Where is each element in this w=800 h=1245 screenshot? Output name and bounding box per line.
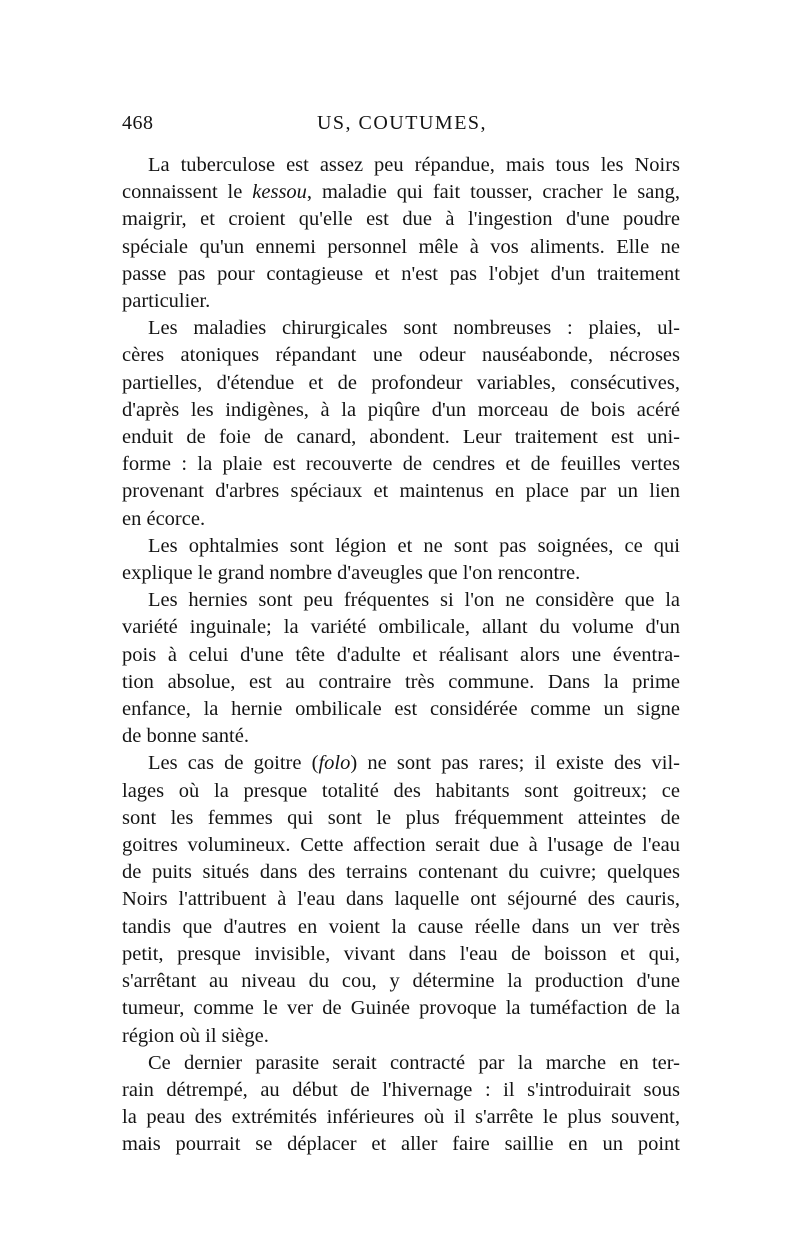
text-segment: , maladie qui fait tousser, cracher le sang,	[306, 181, 680, 204]
text-line	[122, 995, 680, 1022]
page-number: 468	[122, 112, 154, 134]
text-segment: enfance, la hernie ombilicale est considérée comme un signe	[122, 698, 680, 721]
text-segment: sont les femmes qui sont le plus fréquemment atteintes de	[122, 806, 680, 829]
text-line	[122, 424, 680, 451]
text-line	[122, 886, 680, 913]
text-line	[122, 587, 680, 614]
text-line	[122, 1050, 680, 1077]
paragraph	[122, 315, 680, 533]
text-line	[122, 1104, 680, 1131]
running-head: US, COUTUMES,	[316, 112, 488, 134]
text-segment: cères atoniques répandant une odeur nauséabonde, nécroses	[122, 344, 680, 367]
text-line	[122, 1077, 680, 1104]
text-line	[122, 614, 680, 641]
text-line	[122, 533, 680, 560]
text-segment: enduit de foie de canard, abondent. Leur traitement est uni-	[122, 426, 680, 449]
text-line	[122, 805, 680, 832]
text-segment: Les cas de goitre (	[148, 752, 319, 775]
text-segment: connaissent le	[122, 181, 253, 204]
text-line	[122, 288, 680, 315]
text-line	[122, 234, 680, 261]
text-line	[122, 397, 680, 424]
text-segment: tandis que d'autres en voient la cause réelle dans un ver très	[122, 915, 680, 938]
text-line	[122, 152, 680, 179]
text-line	[122, 750, 680, 777]
paragraph	[122, 533, 680, 587]
text-segment: lages où la presque totalité des habitants sont goitreux; ce	[122, 779, 680, 802]
text-line	[122, 560, 680, 587]
text-line	[122, 315, 680, 342]
text-segment: La tuberculose est assez peu répandue, mais tous les Noirs	[148, 154, 680, 176]
text-line	[122, 778, 680, 805]
text-segment: explique le grand nombre d'aveugles que l'on rencontre.	[122, 562, 581, 585]
text-segment: Noirs l'attribuent à l'eau dans laquelle ont séjourné des cauris,	[122, 888, 680, 911]
text-segment: mais pourrait se déplacer et aller faire saillie en un point	[122, 1133, 680, 1156]
text-line	[122, 642, 680, 669]
text-line	[122, 696, 680, 723]
text-line	[122, 941, 680, 968]
text-segment: Ce dernier parasite serait contracté par la marche en ter-	[148, 1051, 680, 1074]
text-segment: s'arrêtant au niveau du cou, y détermine la production d'une	[122, 970, 680, 993]
text-segment: Les maladies chirurgicales sont nombreuses : plaies, ul-	[148, 317, 680, 340]
text-segment: Les hernies sont peu fréquentes si l'on ne considère que la	[148, 589, 680, 612]
paragraph	[122, 152, 680, 315]
text-segment: partielles, d'étendue et de profondeur variables, consécutives,	[122, 371, 680, 394]
text-segment: tumeur, comme le ver de Guinée provoque la tuméfaction de la	[122, 997, 680, 1020]
text-segment: tion absolue, est au contraire très commune. Dans la prime	[122, 670, 680, 693]
text-segment: petit, presque invisible, vivant dans l'eau de boisson et qui,	[122, 942, 680, 965]
text-segment: en écorce.	[122, 507, 206, 530]
text-segment: d'après les indigènes, à la piqûre d'un morceau de bois acéré	[122, 398, 680, 421]
text-line	[122, 370, 680, 397]
text-line	[122, 1131, 680, 1158]
paragraph	[122, 750, 680, 1049]
body-text	[122, 152, 680, 1159]
text-line	[122, 968, 680, 995]
text-segment: forme : la plaie est recouverte de cendres et de feuilles vertes	[122, 453, 680, 476]
text-segment: variété inguinale; la variété ombilicale, allant du volume d'un	[122, 616, 680, 639]
text-line	[122, 859, 680, 886]
text-segment: provenant d'arbres spéciaux et maintenus en place par un lien	[122, 480, 680, 503]
text-segment: particulier.	[122, 290, 211, 313]
text-segment: région où il siège.	[122, 1024, 269, 1047]
paragraph	[122, 1050, 680, 1159]
text-line	[122, 478, 680, 505]
text-segment: passe pas pour contagieuse et n'est pas l'objet d'un traitement	[122, 262, 680, 285]
text-segment: la peau des extrémités inférieures où il s'arrête le plus souvent,	[122, 1106, 680, 1129]
text-segment: Les ophtalmies sont légion et ne sont pas soignées, ce qui	[148, 534, 680, 557]
text-line	[122, 914, 680, 941]
text-segment: maigrir, et croient qu'elle est due à l'ingestion d'une poudre	[122, 208, 680, 231]
text-segment: de bonne santé.	[122, 725, 249, 748]
text-line	[122, 261, 680, 288]
text-line	[122, 506, 680, 533]
text-line	[122, 723, 680, 750]
text-line	[122, 206, 680, 233]
text-segment: ) ne sont pas rares; il existe des vil-	[350, 752, 680, 775]
text-segment: pois à celui d'une tête d'adulte et réalisant alors une éventra-	[122, 643, 680, 666]
italic-term: folo	[318, 752, 351, 775]
text-line	[122, 832, 680, 859]
text-line	[122, 342, 680, 369]
italic-term: kessou	[252, 181, 307, 204]
text-line	[122, 451, 680, 478]
text-line	[122, 179, 680, 206]
paragraph	[122, 587, 680, 750]
text-segment: spéciale qu'un ennemi personnel mêle à vos aliments. Elle ne	[122, 235, 680, 258]
text-line	[122, 1023, 680, 1050]
text-line	[122, 669, 680, 696]
page-header	[122, 112, 682, 142]
text-segment: rain détrempé, au début de l'hivernage : il s'introduirait sous	[122, 1078, 680, 1101]
text-segment: goitres volumineux. Cette affection serait due à l'usage de l'eau	[122, 834, 680, 857]
text-segment: de puits situés dans des terrains contenant du cuivre; quelques	[122, 861, 680, 884]
